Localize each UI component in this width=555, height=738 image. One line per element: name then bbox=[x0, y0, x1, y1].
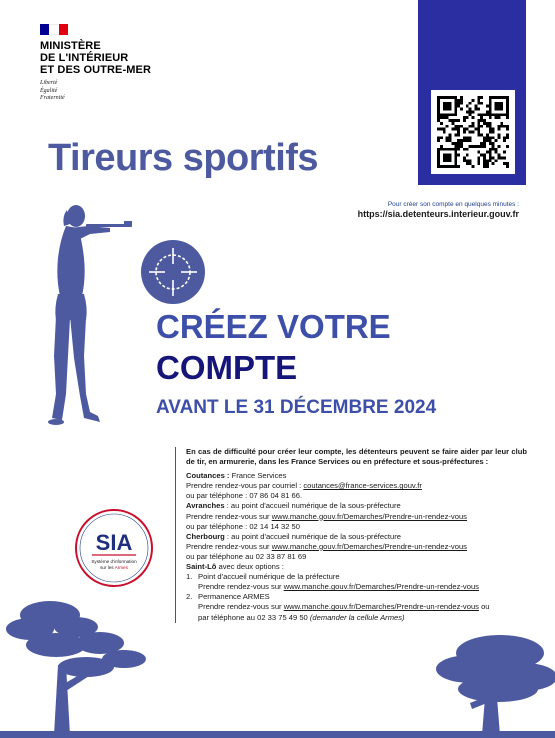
ministry-name bbox=[40, 40, 151, 76]
option-2-suffix: ou bbox=[478, 602, 490, 612]
sia-logo bbox=[74, 508, 154, 588]
qr-code-icon bbox=[437, 96, 509, 168]
help-lead-text: En cas de difficulté pour créer leur compte, les détenteurs peuvent se faire aider par leur club de tir, en armurerie, dans les France Services ou en préfecture et sous-préfectures : bbox=[186, 447, 527, 467]
sia-line-2 bbox=[100, 565, 129, 570]
sia-letters: SIA bbox=[95, 530, 133, 555]
cherbourg-url-link[interactable]: www.manche.gouv.fr/Demarches/Prendre-un-rendez-vous bbox=[271, 541, 467, 551]
cherbourg-name: Cherbourg bbox=[186, 531, 225, 541]
option-2-phone: par téléphone au 02 33 75 49 50 bbox=[198, 612, 310, 622]
option-2-prefix: Prendre rendez-vous sur bbox=[198, 602, 284, 612]
qr-panel bbox=[418, 0, 526, 185]
avranches-place: : au point d'accueil numérique de la sous-préfecture bbox=[224, 501, 401, 511]
coutances-email-line bbox=[186, 481, 527, 491]
avranches-title bbox=[186, 501, 527, 511]
saintlo-name: Saint-Lô bbox=[186, 562, 217, 572]
avranches-url-link[interactable]: www.manche.gouv.fr/Demarches/Prendre-un-rendez-vous bbox=[271, 511, 467, 521]
avranches-web-prefix: Prendre rendez-vous sur bbox=[186, 511, 272, 521]
option-1-title: Point d'accueil numérique de la préfecture bbox=[198, 572, 340, 582]
saintlo-title bbox=[186, 562, 527, 572]
cherbourg-place: : au point d'accueil numérique de la sous-préfecture bbox=[224, 531, 402, 541]
government-logo bbox=[40, 24, 151, 103]
ministry-line-3: ET DES OUTRE-MER bbox=[40, 64, 151, 76]
sia-line-1: Système d'information bbox=[91, 559, 137, 564]
avranches-web-line bbox=[186, 512, 527, 522]
coutances-name: Coutances : bbox=[186, 471, 230, 481]
option-2-number: 2. bbox=[186, 592, 193, 602]
sia-line-2-armes: Armes bbox=[114, 565, 128, 570]
target-icon bbox=[141, 240, 205, 304]
coutances-email-prefix: Prendre rendez-vous par courriel : bbox=[186, 481, 304, 491]
option-2-note: (demander la cellule Armes) bbox=[309, 612, 405, 622]
qr-caption: Pour créer son compte en quelques minutes : bbox=[387, 201, 519, 208]
qr-code[interactable] bbox=[431, 90, 515, 174]
coutances-title bbox=[186, 471, 527, 481]
republic-motto bbox=[40, 80, 151, 103]
saintlo-option-1 bbox=[186, 572, 527, 582]
cherbourg-title bbox=[186, 532, 527, 542]
motto-liberte: Liberté bbox=[40, 80, 58, 86]
ministry-line-1: MINISTÈRE bbox=[40, 40, 101, 52]
motto-fraternite: Fraternité bbox=[40, 95, 65, 101]
trees-illustration bbox=[0, 585, 555, 738]
signup-url-link[interactable]: https://sia.detenteurs.interieur.gouv.fr bbox=[357, 209, 519, 219]
sia-line-2-prefix: sur les bbox=[100, 565, 115, 570]
motto-egalite: Égalité bbox=[40, 87, 58, 94]
headline-account: COMPTE bbox=[156, 349, 298, 386]
option-2-url-link[interactable]: www.manche.gouv.fr/Demarches/Prendre-un-rendez-vous bbox=[283, 602, 479, 612]
option-1-number: 1. bbox=[186, 572, 193, 582]
option-2-title: Permanence ARMES bbox=[198, 592, 270, 602]
page-title: Tireurs sportifs bbox=[48, 137, 319, 179]
headline-create: CRÉEZ VOTRE bbox=[156, 308, 391, 345]
option-1-prefix: Prendre rendez-vous sur bbox=[198, 582, 284, 592]
french-flag-icon bbox=[40, 24, 68, 35]
option-1-url-link[interactable]: www.manche.gouv.fr/Demarches/Prendre-un-rendez-vous bbox=[283, 582, 479, 592]
coutances-phone: ou par téléphone : 07 86 04 81 66. bbox=[186, 491, 303, 501]
ministry-line-2: DE L'INTÉRIEUR bbox=[40, 52, 129, 64]
cherbourg-web-line bbox=[186, 542, 527, 552]
coutances-place: France Services bbox=[229, 471, 287, 481]
saintlo-intro: avec deux options : bbox=[216, 562, 284, 572]
headline-deadline: AVANT LE 31 DÉCEMBRE 2024 bbox=[156, 397, 437, 418]
avranches-name: Avranches bbox=[186, 501, 225, 511]
shooter-silhouette-icon bbox=[40, 196, 160, 436]
cherbourg-phone: ou par téléphone au 02 33 87 81 69 bbox=[186, 551, 307, 561]
cherbourg-web-prefix: Prendre rendez-vous sur bbox=[186, 541, 272, 551]
avranches-phone: ou par téléphone : 02 14 14 32 50 bbox=[186, 521, 301, 531]
coutances-email-link[interactable]: coutances@france-services.gouv.fr bbox=[303, 481, 422, 491]
